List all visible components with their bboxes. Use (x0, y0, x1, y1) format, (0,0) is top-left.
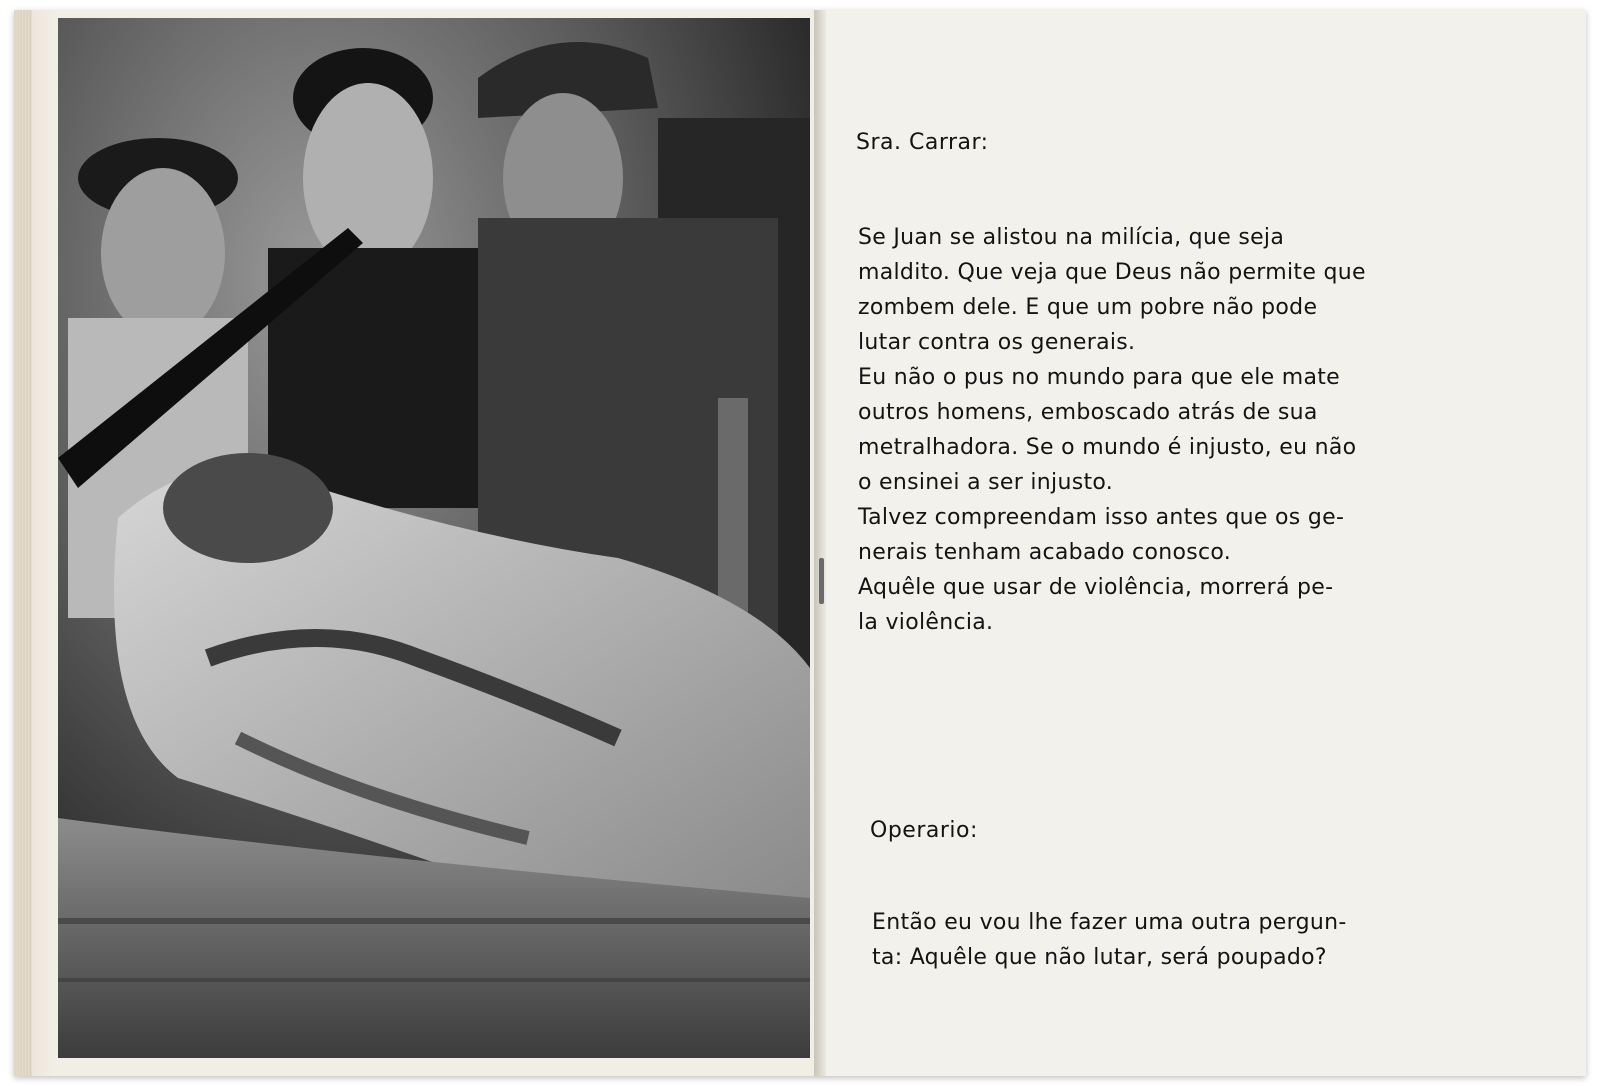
text-line: metralhadora. Se o mundo é injusto, eu não (858, 435, 1357, 460)
text-line: o ensinei a ser injusto. (858, 470, 1114, 495)
text-line: nerais tenham acabado conosco. (858, 540, 1232, 565)
text-line: ta: Aquêle que não lutar, será poupado? (872, 945, 1327, 970)
text-line: Eu não o pus no mundo para que ele mate (858, 365, 1341, 390)
page-edge (18, 10, 32, 1076)
staple (819, 558, 824, 604)
text-line: outros homens, emboscado atrás de sua (858, 400, 1318, 425)
press-photograph (58, 18, 810, 1058)
text-line: zombem dele. E que um pobre não pode (858, 295, 1318, 320)
text-line: la violência. (858, 610, 994, 635)
book-spread (14, 10, 1586, 1076)
text-line: Então eu vou lhe fazer uma outra pergun- (872, 910, 1347, 935)
speaker-sra-carrar: Sra. Carrar: (856, 130, 989, 155)
text-line: lutar contra os generais. (858, 330, 1136, 355)
speech-operario (872, 905, 1347, 975)
text-line: Se Juan se alistou na milícia, que seja (858, 225, 1285, 250)
text-line: maldito. Que veja que Deus não permite que (858, 260, 1366, 285)
right-page (826, 10, 1586, 1076)
photo-illustration (58, 18, 810, 1058)
text-line: Aquêle que usar de violência, morrerá pe- (858, 575, 1334, 600)
text-line: Talvez compreendam isso antes que os ge- (858, 505, 1345, 530)
speaker-operario: Operario: (870, 818, 978, 843)
left-page (14, 10, 820, 1076)
speech-sra-carrar (858, 220, 1366, 640)
